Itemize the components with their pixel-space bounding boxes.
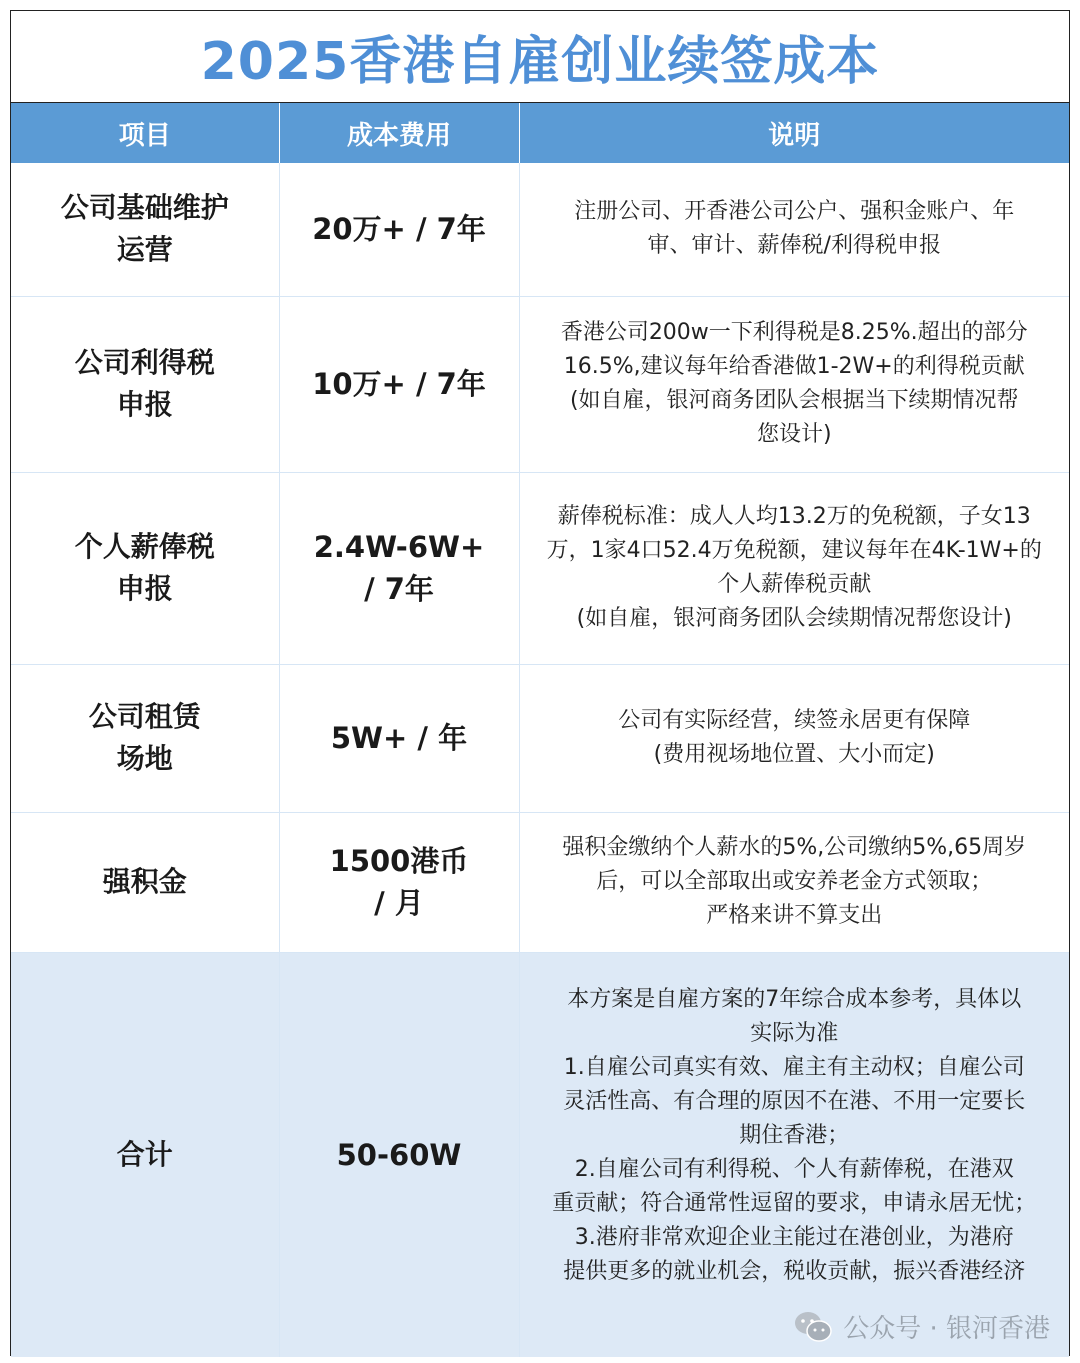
table-row: [11, 812, 1069, 952]
row-item: 公司利得税 申报: [11, 296, 279, 472]
total-description: 本方案是自雇方案的7年综合成本参考，具体以 实际为准 1.自雇公司真实有效、雇主有主动权；自雇公司 灵活性高、有合理的原因不在港、不用一定要长 期住香港； 2.自雇公司有利得税、个人有薪俸税，在港双 重贡献；符合通常性逗留的要求，申请永居无忧； 3.港府非常欢迎企业主能过在港创业，为港府 提供更多的就业机会，税收贡献，振兴香港经济: [519, 952, 1069, 1357]
wechat-logo-icon: [793, 1310, 833, 1344]
row-description: 公司有实际经营，续签永居更有保障 (费用视场地位置、大小而定): [519, 664, 1069, 812]
row-description: 强积金缴纳个人薪水的5%,公司缴纳5%,65周岁 后，可以全部取出或安养老金方式领取； 严格来讲不算支出: [519, 812, 1069, 952]
title-bar: [11, 11, 1069, 103]
table-row: [11, 163, 1069, 296]
cost-table: [11, 103, 1069, 1357]
row-description: 香港公司200w一下利得税是8.25%.超出的部分 16.5%,建议每年给香港做1-2W+的利得税贡献 (如自雇，银河商务团队会根据当下续期情况帮 您设计): [519, 296, 1069, 472]
row-description: 薪俸税标准：成人人均13.2万的免税额，子女13 万，1家4口52.4万免税额，建议每年在4K-1W+的 个人薪俸税贡献 (如自雇，银河商务团队会续期情况帮您设计): [519, 472, 1069, 664]
row-cost: 5W+ / 年: [279, 664, 519, 812]
column-header-item: 项目: [11, 103, 279, 163]
row-cost: 1500港币 / 月: [279, 812, 519, 952]
row-cost: 10万+ / 7年: [279, 296, 519, 472]
total-label: 合计: [11, 952, 279, 1357]
column-header-desc: 说明: [519, 103, 1069, 163]
row-item: 公司租赁 场地: [11, 664, 279, 812]
cost-sheet: [10, 10, 1070, 1356]
total-cost: 50-60W: [279, 952, 519, 1357]
watermark-text: 公众号 · 银河香港: [843, 1314, 1050, 1344]
table-header-row: [11, 103, 1069, 163]
table-row: [11, 472, 1069, 664]
row-cost: 2.4W-6W+ / 7年: [279, 472, 519, 664]
total-row: [11, 952, 1069, 1357]
row-item: 公司基础维护 运营: [11, 163, 279, 296]
row-item: 个人薪俸税 申报: [11, 472, 279, 664]
row-item: 强积金: [11, 812, 279, 952]
table-row: [11, 296, 1069, 472]
watermark: [793, 1308, 1050, 1345]
column-header-cost: 成本费用: [279, 103, 519, 163]
page-title: 2025香港自雇创业续签成本: [200, 32, 880, 92]
row-cost: 20万+ / 7年: [279, 163, 519, 296]
table-row: [11, 664, 1069, 812]
row-description: 注册公司、开香港公司公户、强积金账户、年 审、审计、薪俸税/利得税申报: [519, 163, 1069, 296]
